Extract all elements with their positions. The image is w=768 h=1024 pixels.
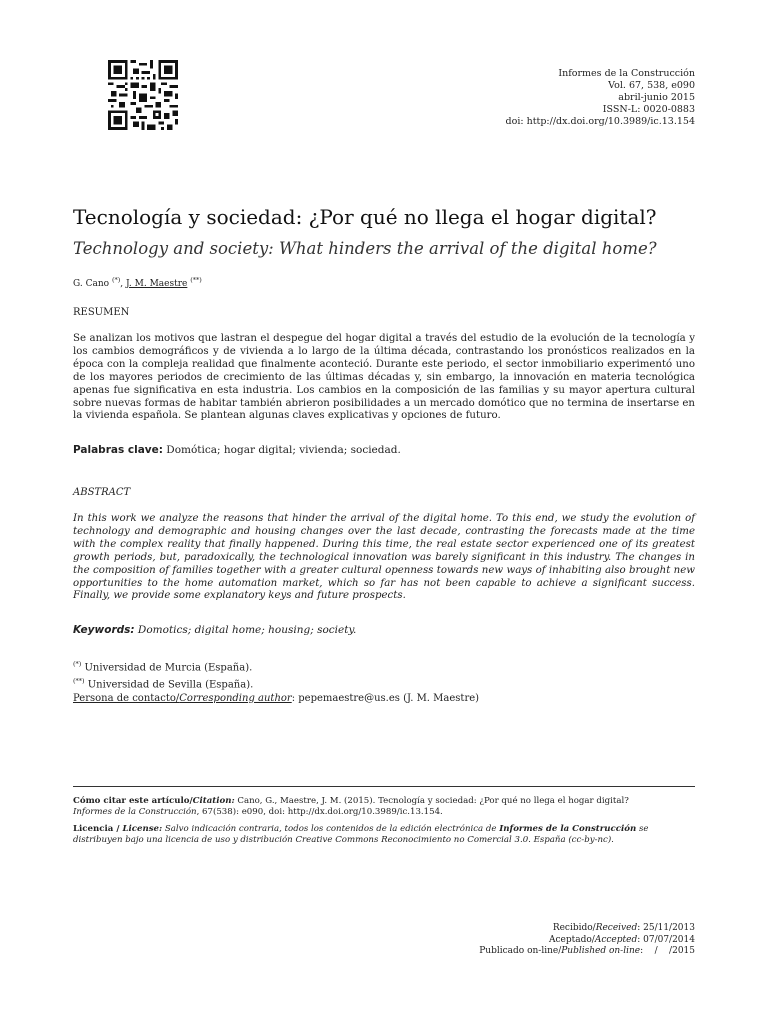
keywords-label: Keywords: <box>73 624 135 636</box>
abstract-text: In this work we analyze the reasons that hinder the arrival of the digital home. To this end, we study the evolution of technology and demographic and housing changes over the last decade, contrasting the forecasts made at the time with the complex reality that finally happened. During this time, the real estate sector experienced one of its greatest growth periods, but, paradoxically, the technological innovation was barely significant in this industry. The changes in the composition of families together with a greater cultural openness towards new ways of inhabiting also brought new opportunities to the home automation market, which so far has not been capable to achieve a significant success. Finally, we provide some explanatory keys and future prospects. <box>73 513 695 602</box>
citation-label: Cómo citar este artículo/ <box>73 796 193 806</box>
received-value: : 25/11/2013 <box>637 923 695 933</box>
citation-block <box>73 796 695 818</box>
affiliation-1-mark: (*) <box>73 660 82 668</box>
authors-line <box>73 274 693 290</box>
accepted-label-en: Accepted <box>594 934 638 945</box>
journal-name: Informes de la Construcción <box>558 68 695 79</box>
published-value: : / /2015 <box>640 946 695 956</box>
keywords <box>73 624 695 637</box>
accepted-line <box>375 935 695 947</box>
palabras-clave <box>73 444 695 457</box>
published-label-en: Published on-line <box>561 946 641 956</box>
affiliations <box>73 658 693 705</box>
citation-text: Cano, G., Maestre, J. M. (2015). Tecnología y sociedad: ¿Por qué no llega el hogar digital? <box>234 796 629 806</box>
journal-info <box>375 68 695 128</box>
resumen-heading: RESUMEN <box>73 307 130 318</box>
affiliation-2 <box>73 675 693 692</box>
abstract-heading: ABSTRACT <box>73 487 131 498</box>
contact-label-en: Corresponding author <box>179 692 292 704</box>
affiliation-1 <box>73 658 693 675</box>
license-label: Licencia / <box>73 824 123 834</box>
dates-block <box>375 923 695 958</box>
license-label-en: License: <box>122 824 163 834</box>
palabras-clave-text: Domótica; hogar digital; vivienda; sociedad. <box>162 444 401 456</box>
affiliation-2-text: Universidad de Sevilla (España). <box>84 679 254 691</box>
affiliation-2-mark: (**) <box>73 676 85 685</box>
accepted-label: Aceptado/ <box>549 934 595 945</box>
received-label: Recibido/ <box>552 923 596 933</box>
author-2-name[interactable]: J. M. Maestre <box>126 279 188 289</box>
accepted-value: : 07/07/2014 <box>637 934 695 945</box>
license-text-2: se distribuyen bajo una licencia de uso y distribución Creative Commons Reconocimiento no Comercial 3.0. España (cc-by-nc). <box>73 824 649 845</box>
received-line <box>375 923 695 935</box>
affiliation-1-text: Universidad de Murcia (España). <box>81 662 253 674</box>
published-label: Publicado on-line/ <box>479 946 562 956</box>
license-block <box>73 824 695 846</box>
contact-line <box>73 692 693 706</box>
resumen-text: Se analizan los motivos que lastran el despegue del hogar digital a través del estudio de la evolución de la tecnología y los cambios demográficos y de vivienda a lo largo de la última década, contrastando los pronósticos realizados en la época con la compleja realidad que finalmente aconteció. Durante este periodo, el sector inmobiliario experimentó uno de los mayores periodos de crecimiento de las últimas décadas y, sin embargo, la innovación en materia tecnológica apenas fue significativa en esta industria. Los cambios en la composición de las familias y su mayor apertura cultural sobre nuevas formas de habitar también abrieron posibilidades a un mercado domótico que no termina de insertarse en la vivienda española. Se plantean algunas claves explicativas y opciones de futuro. <box>73 333 695 422</box>
citation-journal: Informes de la Construcción <box>73 807 197 817</box>
contact-email[interactable]: : pepemaestre@us.es (J. M. Maestre) <box>291 692 480 704</box>
qr-code <box>105 60 181 130</box>
journal-volume: Vol. 67, 538, e090 <box>608 80 695 91</box>
citation-label-en: Citation: <box>192 796 235 806</box>
author-1-mark: (*) <box>111 276 121 284</box>
citation-doi[interactable]: , 67(538): e090, doi: http://dx.doi.org/10.3989/ic.13.154. <box>196 807 443 817</box>
author-separator: , <box>120 279 126 289</box>
received-label-en: Received <box>595 923 638 933</box>
license-text-1: Salvo indicación contraria, todos los contenidos de la edición electrónica de <box>162 824 500 834</box>
keywords-text: Domotics; digital home; housing; society. <box>134 624 357 636</box>
published-line <box>375 946 695 958</box>
contact-label-es: Persona de contacto/ <box>73 692 180 704</box>
paper-title: Tecnología y sociedad: ¿Por qué no llega el hogar digital? <box>73 205 657 229</box>
journal-doi[interactable]: doi: http://dx.doi.org/10.3989/ic.13.154 <box>505 116 695 127</box>
author-2-mark: (**) <box>190 276 202 284</box>
license-journal: Informes de la Construcción <box>499 824 637 834</box>
palabras-clave-label: Palabras clave: <box>73 444 163 456</box>
paper-subtitle: Technology and society: What hinders the arrival of the digital home? <box>73 239 657 258</box>
journal-issn: ISSN-L: 0020-0883 <box>602 104 695 115</box>
author-1-name: G. Cano <box>73 279 110 289</box>
footer-divider <box>73 786 695 787</box>
journal-date: abril-junio 2015 <box>618 92 695 103</box>
